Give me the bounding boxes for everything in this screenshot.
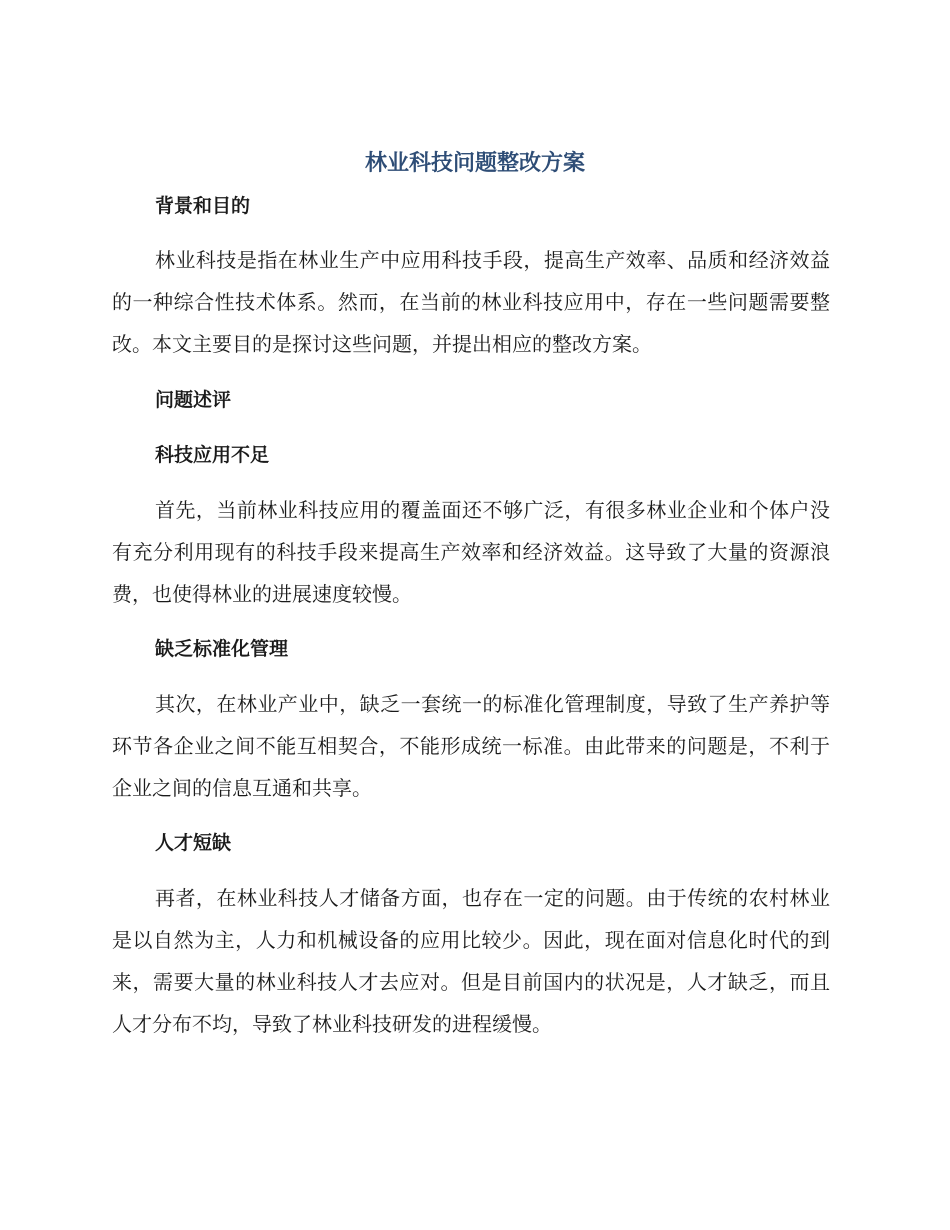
- section-paragraph-standardization: 其次，在林业产业中，缺乏一套统一的标准化管理制度，导致了生产养护等环节各企业之间不能互相契合，不能形成统一标准。由此带来的问题是，不利于企业之间的信息互通和共享。: [112, 692, 830, 800]
- document-title: 林业科技问题整改方案: [364, 151, 585, 176]
- section-paragraph-talent-shortage: 再者，在林业科技人才储备方面，也存在一定的问题。由于传统的农村林业是以自然为主，人力和机械设备的应用比较少。因此，现在面对信息化时代的到来，需要大量的林业科技人才去应对。但是目前国内的状况是，人才缺乏，而且人才分布不均，导致了林业科技研发的进程缓慢。: [112, 886, 830, 1036]
- section-heading-standardization: 缺乏标准化管理: [155, 638, 289, 660]
- section-heading-talent-shortage: 人才短缺: [155, 832, 232, 854]
- section-heading-background: 背景和目的: [155, 195, 251, 217]
- section-paragraph-insufficient-tech: 首先，当前林业科技应用的覆盖面还不够广泛，有很多林业企业和个体户没有充分利用现有的科技手段来提高生产效率和经济效益。这导致了大量的资源浪费，也使得林业的进展速度较慢。: [112, 498, 830, 606]
- section-heading-insufficient-tech: 科技应用不足: [155, 444, 270, 466]
- section-heading-problem-review: 问题述评: [155, 389, 232, 411]
- section-paragraph-background: 林业科技是指在林业生产中应用科技手段，提高生产效率、品质和经济效益的一种综合性技术体系。然而，在当前的林业科技应用中，存在一些问题需要整改。本文主要目的是探讨这些问题，并提出相应的整改方案。: [112, 248, 830, 356]
